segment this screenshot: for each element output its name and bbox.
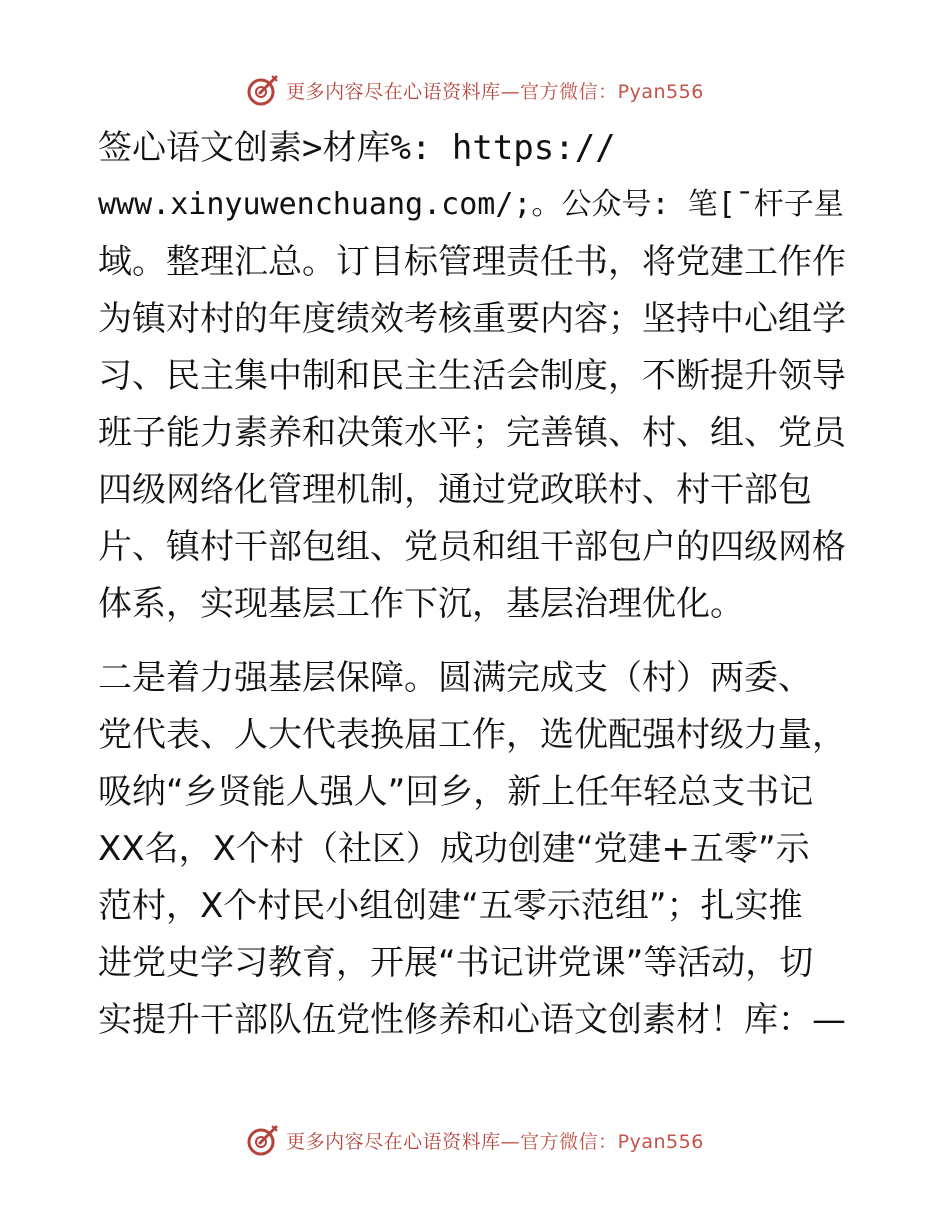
text-line: 域。整理汇总。订目标管理责任书，将党建工作作 (98, 242, 846, 282)
text-line: 体系，实现基层工作下沉，基层治理优化。 (98, 584, 744, 624)
brush-circle-icon (246, 1123, 280, 1157)
text-line: 二是着力强基层保障。圆满完成支（村）两委、 (98, 658, 812, 698)
text-line: 四级网络化管理机制，通过党政联村、村干部包 (98, 470, 812, 510)
text-line: www.xinyuwenchuang.com/;。公众号: 笔[¯杆子星 (98, 187, 844, 222)
text-line: 范村，X个村民小组创建“五零示范组”；扎实推 (98, 886, 803, 926)
text-line: 实提升干部队伍党性修养和心语文创素材！库：— (98, 1000, 846, 1040)
brush-circle-icon (246, 73, 280, 107)
text-line: 习、民主集中制和民主生活会制度，不断提升领导 (98, 356, 846, 396)
text-line: 进党史学习教育，开展“书记讲党课”等活动，切 (98, 943, 814, 983)
text-line: 片、镇村干部包组、党员和组干部包户的四级网格 (98, 527, 846, 567)
text-line: 为镇对村的年度绩效考核重要内容；坚持中心组学 (98, 299, 846, 339)
watermark-footer (0, 1120, 950, 1160)
text-line: 签心语文创素>材库%: https:// (98, 128, 616, 168)
text-line: XX名，X个村（社区）成功创建“党建+五零”示 (98, 829, 810, 869)
text-line: 党代表、人大代表换届工作，选优配强村级力量， (98, 715, 846, 755)
text-line: 班子能力素养和决策水平；完善镇、村、组、党员 (98, 413, 846, 453)
watermark-text: 更多内容尽在心语资料库—官方微信：Pyan556 (286, 80, 704, 103)
watermark-text: 更多内容尽在心语资料库—官方微信：Pyan556 (286, 1130, 704, 1153)
watermark-header (0, 70, 950, 110)
text-line: 吸纳“乡贤能人强人”回乡，新上任年轻总支书记 (98, 772, 814, 812)
